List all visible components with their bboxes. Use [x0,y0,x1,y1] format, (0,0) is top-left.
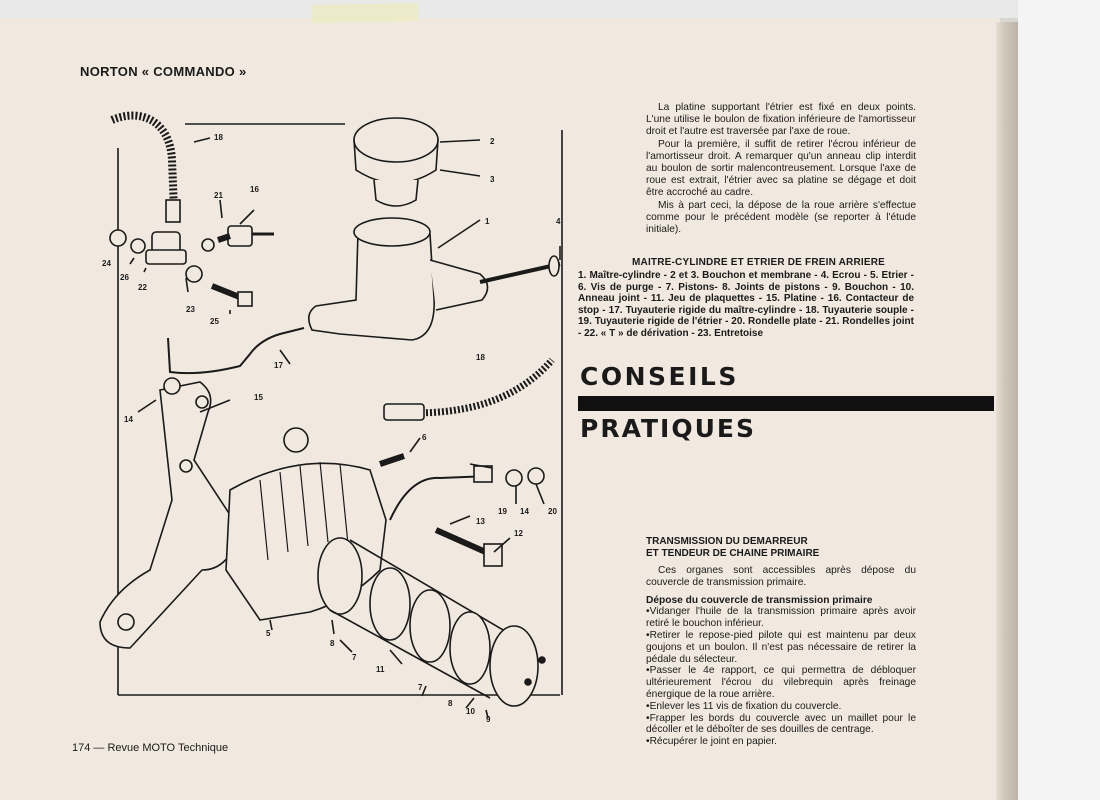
adhesive-tape [312,3,418,23]
bolt-12 [436,530,490,554]
label-22: 22 [138,283,147,292]
intro-text [646,102,916,236]
label-4: 4 [556,217,561,226]
label-8: 8 [330,639,335,648]
label-10: 10 [466,707,475,716]
label-1: 1 [485,217,490,226]
label-6: 6 [422,433,427,442]
label-15: 15 [254,393,263,402]
label-17: 17 [274,361,283,370]
label-11: 11 [376,665,385,674]
hose-fitting [166,200,180,222]
label-12: 12 [514,529,523,538]
page-header: NORTON « COMMANDO » [80,64,247,79]
section-subtitle: Dépose du couvercle de transmission primaire [646,594,873,606]
intro-paragraph: La platine supportant l'étrier est fixé en deux points. L'une utilise le boulon de fixation inférieure de l'amortisseur droit et l'autre est traversée par l'axe de roue. [646,102,916,138]
section-bullet: • Vidanger l'huile de la transmission primaire après avoir retiré le bouchon inférieur. [646,606,916,630]
banner-bar [578,396,994,411]
label-8b: 8 [448,699,453,708]
section-bullet: • Récupérer le joint en papier. [646,736,916,748]
rigid-pipe-17 [168,328,304,373]
label-7: 7 [352,653,357,662]
label-16: 16 [250,185,259,194]
page-footer: 174 — Revue MOTO Technique [72,742,229,754]
scanner-top-band [0,0,1100,18]
label-19: 19 [498,507,507,516]
caption-body: 1. Maître-cylindre - 2 et 3. Bouchon et membrane - 4. Ecrou - 5. Etrier - 6. Vis de purge - 7. Pistons- 8. Joints de pistons - 9. Bouchon - 10. Anneau joint - 11. Jeu de plaquettes - 15. Platine - 16. Contacteur de stop - 17. Tuyauterie rigide du maître-cylindre - 18. Tuyauterie souple - 19. Tuyauterie rigide de l'étrier - 20. Rondelle plate - 21. Rondelles joint - 22. « T » de dérivation - 23. Entretoise [578,270,914,339]
label-13: 13 [476,517,485,526]
scanner-margin [1018,0,1100,800]
stop-switch [228,226,252,246]
intro-paragraph: Mis à part ceci, la dépose de la roue arrière s'effectue comme pour le précédent modèle (se reporter à l'étude initiale). [646,199,916,236]
section-intro: Ces organes sont accessibles après dépose du couvercle de transmission primaire. [646,565,916,588]
intro-paragraph: Pour la première, il suffit de retirer l'écrou inférieur de l'amortisseur droit. A remarquer qu'un anneau clip interdit au boulon de sortir malencontreusement. Lorsque l'axe de roue est extrait, l'étrier avec sa platine se dégage et doit être accroché au cadre. [646,138,916,199]
pushrod-4 [480,264,560,282]
label-7b: 7 [418,683,423,692]
label-14b: 14 [520,507,529,516]
flexible-hose-top [112,116,174,210]
label-14: 14 [124,415,133,424]
label-18: 18 [214,133,223,142]
label-2: 2 [490,137,495,146]
label-18b: 18 [476,353,485,362]
banner-conseils: CONSEILS [580,362,739,391]
section-bullet: • Enlever les 11 vis de fixation du couvercle. [646,701,916,713]
reservoir-cap [354,118,438,162]
label-5: 5 [266,629,271,638]
label-24: 24 [102,259,111,268]
section-title [646,536,819,560]
bleed-screw [380,456,404,464]
section-bullet: • Passer le 4e rapport, ce qui permettra de débloquer ultérieurement l'écrou du vilebrequin après freinage énergique de la roue arrière. [646,665,916,700]
label-23: 23 [186,305,195,314]
section-title-line2: ET TENDEUR DE CHAINE PRIMAIRE [646,548,820,559]
section-bullet: • Retirer le repose-pied pilote qui est maintenu par deux goujons et un boulon. Il n'est pas nécessaire de retirer la pédale du sélecteur. [646,630,916,665]
banner-pratiques: PRATIQUES [580,414,756,443]
label-3: 3 [490,175,495,184]
label-21: 21 [214,191,223,200]
caliper-plate [100,382,240,648]
caliper-body [226,463,386,620]
page-edge [996,22,1018,800]
label-26: 26 [120,273,129,282]
section-bullet: • Frapper les bords du couvercle avec un maillet pour le décoller et le déboîter de ses douilles de centrage. [646,713,916,737]
piston-assembly [318,538,545,706]
caption-title: MAITRE-CYLINDRE ET ETRIER DE FREIN ARRIERE [632,257,886,268]
brake-diagram [90,100,570,740]
label-9: 9 [486,715,491,724]
section-title-line1: TRANSMISSION DU DEMARREUR [646,536,808,547]
label-20: 20 [548,507,557,516]
label-25: 25 [210,317,219,326]
section-body [646,565,916,748]
